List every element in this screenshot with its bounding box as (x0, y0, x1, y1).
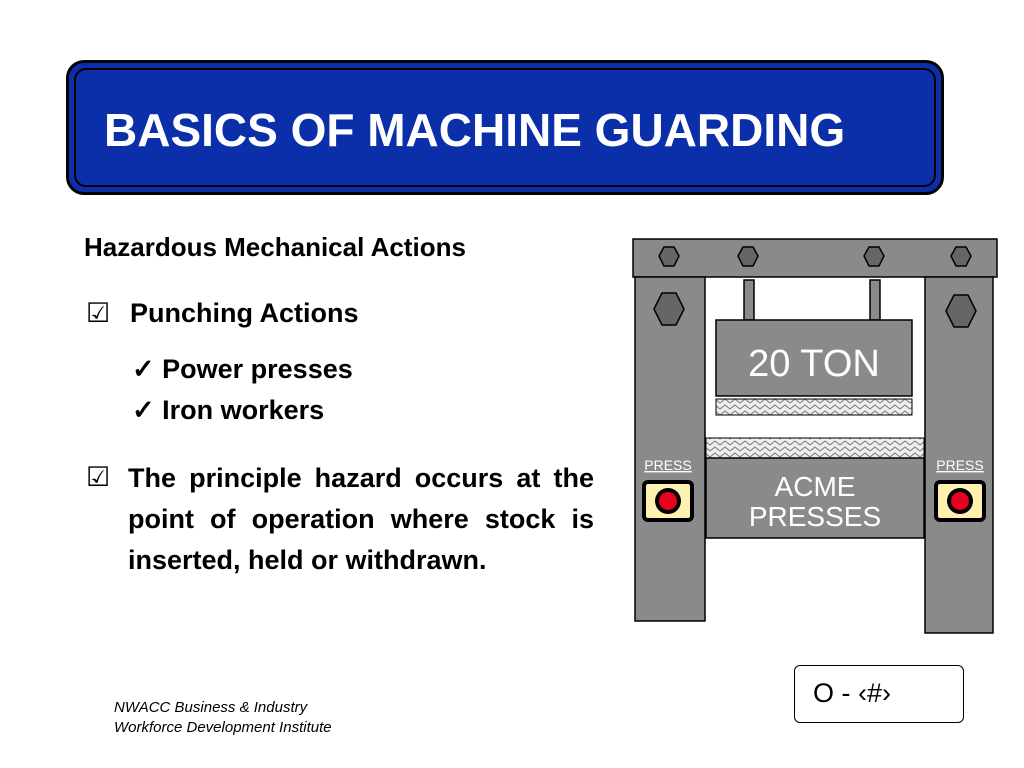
bullet-label: Punching Actions (130, 298, 359, 328)
press-rod (870, 280, 880, 320)
power-press-illustration (630, 236, 1000, 638)
left-press-button-label: PRESS (644, 457, 692, 473)
slide-title: BASICS OF MACHINE GUARDING (104, 104, 846, 156)
sub-item-label: Power presses (162, 354, 353, 384)
checkbox-icon: ☑ (86, 298, 111, 328)
slide-number: O - ‹#› (813, 678, 891, 708)
bolt-icon (738, 247, 758, 266)
upper-die (716, 399, 912, 415)
checkbox-icon: ☑ (86, 462, 111, 492)
footer-credit (114, 698, 332, 738)
bullet-punching-actions (86, 298, 359, 329)
bolt-icon (951, 247, 971, 266)
footer-line1: NWACC Business & Industry (114, 699, 308, 716)
section-heading: Hazardous Mechanical Actions (84, 232, 466, 262)
tonnage-label: 20 TON (748, 343, 880, 385)
footer-line2: Workforce Development Institute (114, 719, 332, 736)
bolt-icon (659, 247, 679, 266)
checkmark-icon: ✓ (132, 354, 155, 384)
sub-item-iron-workers (132, 395, 324, 426)
left-press-button[interactable] (644, 482, 692, 520)
sub-item-power-presses (132, 354, 353, 385)
press-left-column (635, 277, 705, 621)
brand-line1: ACME (774, 471, 856, 502)
lower-die (706, 438, 924, 458)
slide-number-box (794, 665, 964, 723)
right-press-button-label: PRESS (936, 457, 984, 473)
press-rod (744, 280, 754, 320)
right-press-button[interactable] (936, 482, 984, 520)
press-top-beam (633, 239, 997, 277)
press-right-column (925, 277, 993, 633)
checkmark-icon: ✓ (132, 395, 155, 425)
brand-line2: PRESSES (748, 501, 882, 532)
bolt-icon (864, 247, 884, 266)
paragraph-checkbox (86, 462, 130, 493)
hazard-paragraph: The principle hazard occurs at the point of operation where stock is inserted, held or withdrawn. (128, 463, 594, 575)
sub-item-label: Iron workers (162, 395, 325, 425)
